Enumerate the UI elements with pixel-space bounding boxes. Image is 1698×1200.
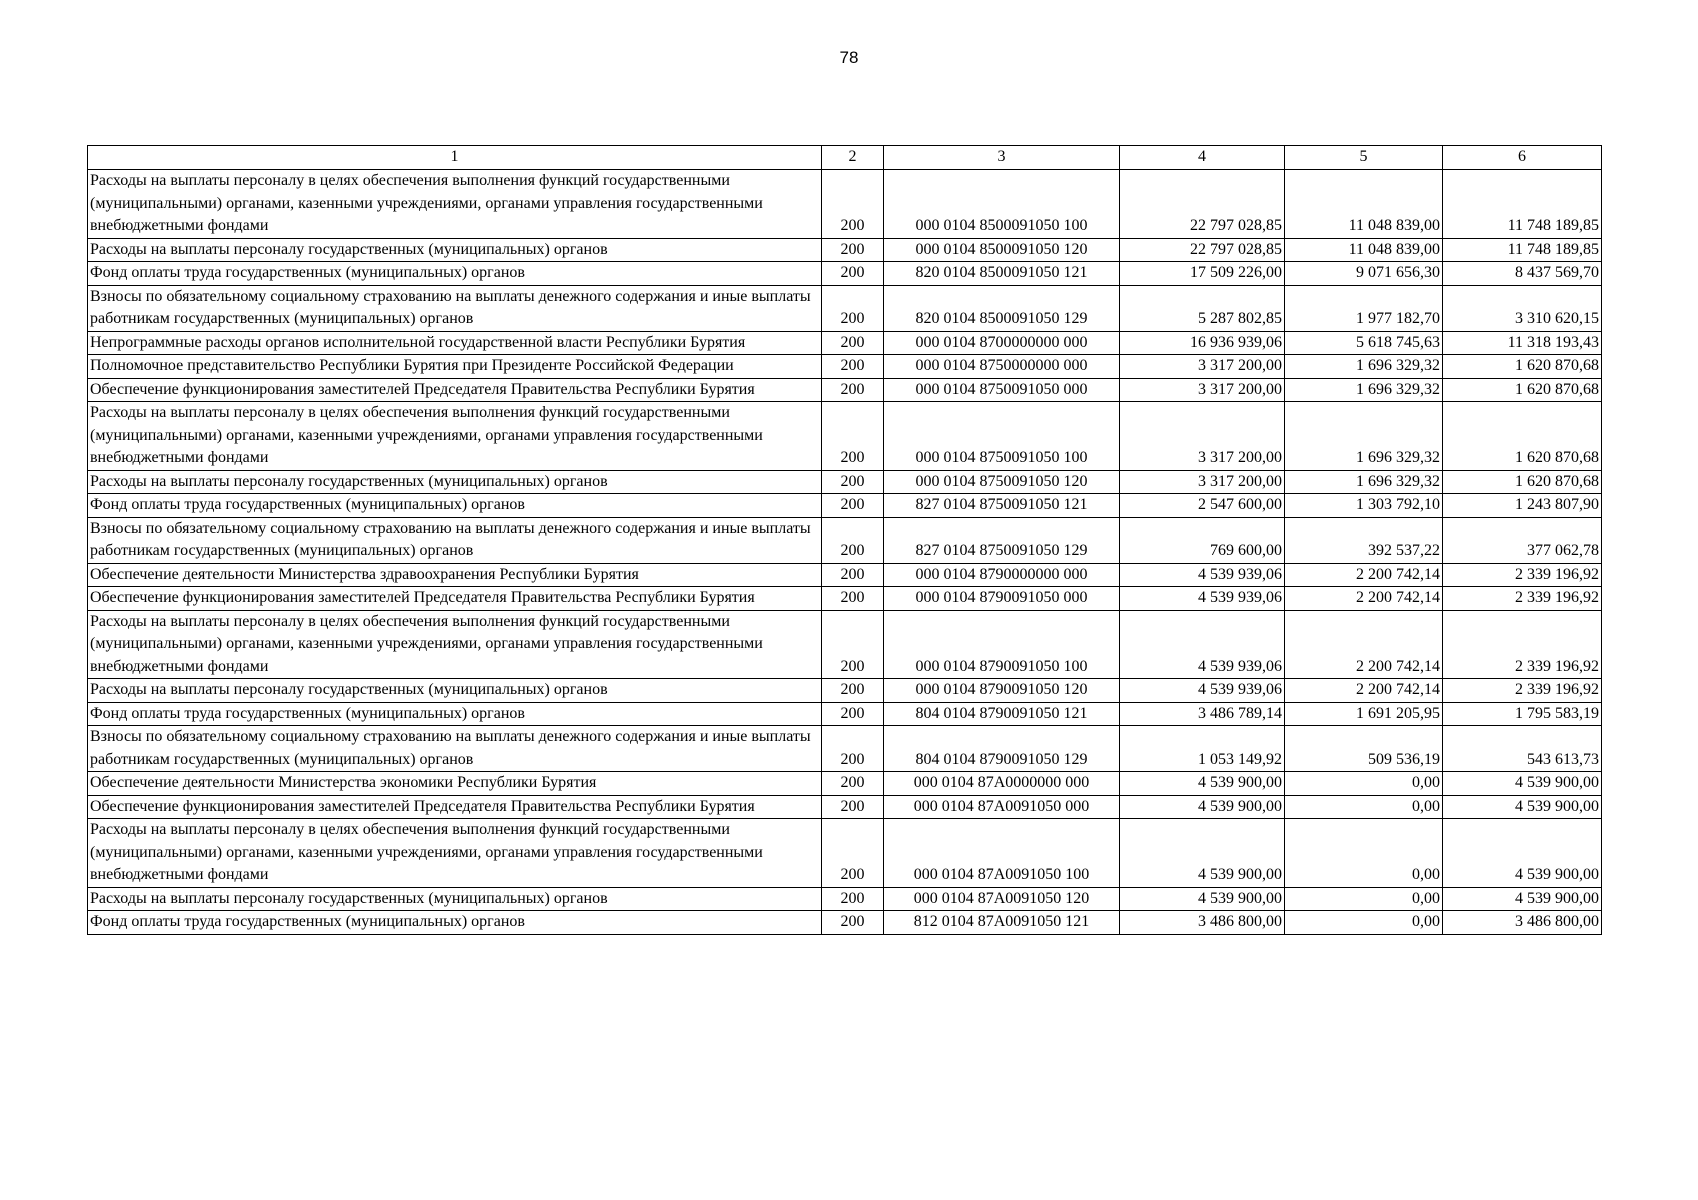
column-header-5: 5 [1285,146,1443,170]
row-approved-amount-cell: 769 600,00 [1120,517,1285,563]
table-row [88,170,1602,239]
row-executed-amount-cell: 0,00 [1285,887,1443,911]
row-unexecuted-amount-cell: 377 062,78 [1443,517,1602,563]
row-budget-code-cell: 000 0104 8700000000 000 [884,331,1120,355]
row-admin-code-cell: 200 [822,772,884,796]
row-name-cell: Полномочное представительство Республики Бурятия при Президенте Российской Федерации [88,355,822,379]
row-name-cell: Фонд оплаты труда государственных (муниципальных) органов [88,702,822,726]
row-executed-amount-cell: 9 071 656,30 [1285,262,1443,286]
table-row [88,470,1602,494]
table-row [88,819,1602,888]
row-approved-amount-cell: 4 539 900,00 [1120,772,1285,796]
row-name-cell: Обеспечение деятельности Министерства экономики Республики Бурятия [88,772,822,796]
table-row [88,679,1602,703]
row-admin-code-cell: 200 [822,355,884,379]
row-admin-code-cell: 200 [822,702,884,726]
row-executed-amount-cell: 2 200 742,14 [1285,610,1443,679]
row-approved-amount-cell: 17 509 226,00 [1120,262,1285,286]
row-approved-amount-cell: 3 486 789,14 [1120,702,1285,726]
row-unexecuted-amount-cell: 3 486 800,00 [1443,911,1602,935]
row-name-cell: Расходы на выплаты персоналу государственных (муниципальных) органов [88,238,822,262]
row-admin-code-cell: 200 [822,402,884,471]
row-admin-code-cell: 200 [822,610,884,679]
row-admin-code-cell: 200 [822,285,884,331]
row-name-cell: Взносы по обязательному социальному страхованию на выплаты денежного содержания и иные выплаты работникам государственных (муниципальных) органов [88,726,822,772]
row-budget-code-cell: 000 0104 8750091050 000 [884,378,1120,402]
row-budget-code-cell: 000 0104 8750091050 100 [884,402,1120,471]
row-approved-amount-cell: 2 547 600,00 [1120,494,1285,518]
row-unexecuted-amount-cell: 1 795 583,19 [1443,702,1602,726]
row-name-cell: Расходы на выплаты персоналу в целях обеспечения выполнения функций государственными (муниципальными) органами, казенными учреждениями, органами управления государственными внебюджетными фондами [88,819,822,888]
row-approved-amount-cell: 5 287 802,85 [1120,285,1285,331]
row-executed-amount-cell: 1 696 329,32 [1285,355,1443,379]
table-row [88,285,1602,331]
row-unexecuted-amount-cell: 11 748 189,85 [1443,238,1602,262]
row-executed-amount-cell: 11 048 839,00 [1285,170,1443,239]
row-unexecuted-amount-cell: 2 339 196,92 [1443,679,1602,703]
row-budget-code-cell: 827 0104 8750091050 129 [884,517,1120,563]
row-admin-code-cell: 200 [822,238,884,262]
row-unexecuted-amount-cell: 4 539 900,00 [1443,819,1602,888]
row-name-cell: Расходы на выплаты персоналу государственных (муниципальных) органов [88,679,822,703]
table-row [88,262,1602,286]
row-budget-code-cell: 000 0104 8500091050 120 [884,238,1120,262]
row-admin-code-cell: 200 [822,262,884,286]
row-admin-code-cell: 200 [822,494,884,518]
row-executed-amount-cell: 0,00 [1285,911,1443,935]
row-unexecuted-amount-cell: 4 539 900,00 [1443,887,1602,911]
budget-table [87,145,1602,935]
row-approved-amount-cell: 3 317 200,00 [1120,378,1285,402]
row-budget-code-cell: 000 0104 8750091050 120 [884,470,1120,494]
row-admin-code-cell: 200 [822,679,884,703]
row-unexecuted-amount-cell: 11 318 193,43 [1443,331,1602,355]
table-row [88,378,1602,402]
row-budget-code-cell: 820 0104 8500091050 129 [884,285,1120,331]
column-header-4: 4 [1120,146,1285,170]
row-budget-code-cell: 804 0104 8790091050 121 [884,702,1120,726]
row-admin-code-cell: 200 [822,517,884,563]
table-row [88,772,1602,796]
row-executed-amount-cell: 2 200 742,14 [1285,563,1443,587]
table-row [88,238,1602,262]
row-budget-code-cell: 000 0104 8790000000 000 [884,563,1120,587]
row-executed-amount-cell: 1 977 182,70 [1285,285,1443,331]
row-admin-code-cell: 200 [822,331,884,355]
row-approved-amount-cell: 4 539 939,06 [1120,587,1285,611]
row-unexecuted-amount-cell: 8 437 569,70 [1443,262,1602,286]
row-approved-amount-cell: 22 797 028,85 [1120,170,1285,239]
row-approved-amount-cell: 3 317 200,00 [1120,470,1285,494]
row-name-cell: Непрограммные расходы органов исполнительной государственной власти Республики Бурятия [88,331,822,355]
column-header-6: 6 [1443,146,1602,170]
row-admin-code-cell: 200 [822,470,884,494]
table-row [88,702,1602,726]
row-budget-code-cell: 000 0104 8790091050 000 [884,587,1120,611]
row-unexecuted-amount-cell: 1 620 870,68 [1443,470,1602,494]
row-name-cell: Расходы на выплаты персоналу государственных (муниципальных) органов [88,887,822,911]
row-executed-amount-cell: 1 696 329,32 [1285,402,1443,471]
row-budget-code-cell: 000 0104 87А0091050 000 [884,795,1120,819]
row-admin-code-cell: 200 [822,819,884,888]
row-approved-amount-cell: 4 539 900,00 [1120,819,1285,888]
table-row [88,887,1602,911]
row-name-cell: Обеспечение функционирования заместителей Председателя Правительства Республики Бурятия [88,378,822,402]
table-body [88,170,1602,935]
row-unexecuted-amount-cell: 2 339 196,92 [1443,610,1602,679]
row-executed-amount-cell: 392 537,22 [1285,517,1443,563]
row-executed-amount-cell: 0,00 [1285,819,1443,888]
row-name-cell: Обеспечение деятельности Министерства здравоохранения Республики Бурятия [88,563,822,587]
row-approved-amount-cell: 4 539 939,06 [1120,610,1285,679]
row-approved-amount-cell: 1 053 149,92 [1120,726,1285,772]
row-budget-code-cell: 000 0104 87А0000000 000 [884,772,1120,796]
row-admin-code-cell: 200 [822,795,884,819]
table-row [88,795,1602,819]
row-admin-code-cell: 200 [822,563,884,587]
row-executed-amount-cell: 11 048 839,00 [1285,238,1443,262]
row-executed-amount-cell: 1 696 329,32 [1285,378,1443,402]
row-unexecuted-amount-cell: 3 310 620,15 [1443,285,1602,331]
row-name-cell: Фонд оплаты труда государственных (муниципальных) органов [88,262,822,286]
row-budget-code-cell: 820 0104 8500091050 121 [884,262,1120,286]
row-name-cell: Обеспечение функционирования заместителей Председателя Правительства Республики Бурятия [88,587,822,611]
row-admin-code-cell: 200 [822,170,884,239]
column-header-3: 3 [884,146,1120,170]
table-row [88,610,1602,679]
row-executed-amount-cell: 5 618 745,63 [1285,331,1443,355]
row-unexecuted-amount-cell: 1 620 870,68 [1443,355,1602,379]
row-executed-amount-cell: 0,00 [1285,772,1443,796]
table-row [88,517,1602,563]
row-approved-amount-cell: 4 539 939,06 [1120,679,1285,703]
row-budget-code-cell: 812 0104 87А0091050 121 [884,911,1120,935]
table-row [88,331,1602,355]
row-unexecuted-amount-cell: 4 539 900,00 [1443,772,1602,796]
row-unexecuted-amount-cell: 4 539 900,00 [1443,795,1602,819]
row-name-cell: Расходы на выплаты персоналу в целях обеспечения выполнения функций государственными (муниципальными) органами, казенными учреждениями, органами управления государственными внебюджетными фондами [88,170,822,239]
row-admin-code-cell: 200 [822,587,884,611]
row-name-cell: Фонд оплаты труда государственных (муниципальных) органов [88,494,822,518]
row-approved-amount-cell: 4 539 939,06 [1120,563,1285,587]
table-header-row [88,146,1602,170]
row-executed-amount-cell: 1 691 205,95 [1285,702,1443,726]
row-budget-code-cell: 000 0104 8790091050 120 [884,679,1120,703]
row-budget-code-cell: 000 0104 8500091050 100 [884,170,1120,239]
row-admin-code-cell: 200 [822,726,884,772]
table-row [88,911,1602,935]
row-unexecuted-amount-cell: 1 243 807,90 [1443,494,1602,518]
row-budget-code-cell: 827 0104 8750091050 121 [884,494,1120,518]
table-row [88,402,1602,471]
table-row [88,726,1602,772]
row-unexecuted-amount-cell: 2 339 196,92 [1443,587,1602,611]
row-executed-amount-cell: 509 536,19 [1285,726,1443,772]
row-name-cell: Расходы на выплаты персоналу в целях обеспечения выполнения функций государственными (муниципальными) органами, казенными учреждениями, органами управления государственными внебюджетными фондами [88,402,822,471]
row-name-cell: Фонд оплаты труда государственных (муниципальных) органов [88,911,822,935]
row-unexecuted-amount-cell: 11 748 189,85 [1443,170,1602,239]
row-approved-amount-cell: 4 539 900,00 [1120,795,1285,819]
row-unexecuted-amount-cell: 1 620 870,68 [1443,378,1602,402]
page-number: 78 [839,48,859,67]
row-unexecuted-amount-cell: 2 339 196,92 [1443,563,1602,587]
table-row [88,494,1602,518]
row-approved-amount-cell: 3 486 800,00 [1120,911,1285,935]
row-executed-amount-cell: 2 200 742,14 [1285,679,1443,703]
row-approved-amount-cell: 22 797 028,85 [1120,238,1285,262]
row-budget-code-cell: 804 0104 8790091050 129 [884,726,1120,772]
row-budget-code-cell: 000 0104 87А0091050 100 [884,819,1120,888]
column-header-1: 1 [88,146,822,170]
row-name-cell: Обеспечение функционирования заместителей Председателя Правительства Республики Бурятия [88,795,822,819]
table-row [88,563,1602,587]
row-budget-code-cell: 000 0104 87А0091050 120 [884,887,1120,911]
table-row [88,587,1602,611]
row-name-cell: Расходы на выплаты персоналу в целях обеспечения выполнения функций государственными (муниципальными) органами, казенными учреждениями, органами управления государственными внебюджетными фондами [88,610,822,679]
row-unexecuted-amount-cell: 543 613,73 [1443,726,1602,772]
row-executed-amount-cell: 2 200 742,14 [1285,587,1443,611]
row-budget-code-cell: 000 0104 8790091050 100 [884,610,1120,679]
row-unexecuted-amount-cell: 1 620 870,68 [1443,402,1602,471]
row-approved-amount-cell: 16 936 939,06 [1120,331,1285,355]
row-executed-amount-cell: 1 696 329,32 [1285,470,1443,494]
row-approved-amount-cell: 3 317 200,00 [1120,355,1285,379]
row-admin-code-cell: 200 [822,887,884,911]
row-name-cell: Взносы по обязательному социальному страхованию на выплаты денежного содержания и иные выплаты работникам государственных (муниципальных) органов [88,285,822,331]
column-header-2: 2 [822,146,884,170]
row-approved-amount-cell: 3 317 200,00 [1120,402,1285,471]
row-approved-amount-cell: 4 539 900,00 [1120,887,1285,911]
row-name-cell: Расходы на выплаты персоналу государственных (муниципальных) органов [88,470,822,494]
row-admin-code-cell: 200 [822,911,884,935]
row-executed-amount-cell: 1 303 792,10 [1285,494,1443,518]
row-admin-code-cell: 200 [822,378,884,402]
row-executed-amount-cell: 0,00 [1285,795,1443,819]
row-name-cell: Взносы по обязательному социальному страхованию на выплаты денежного содержания и иные выплаты работникам государственных (муниципальных) органов [88,517,822,563]
row-budget-code-cell: 000 0104 8750000000 000 [884,355,1120,379]
table-row [88,355,1602,379]
